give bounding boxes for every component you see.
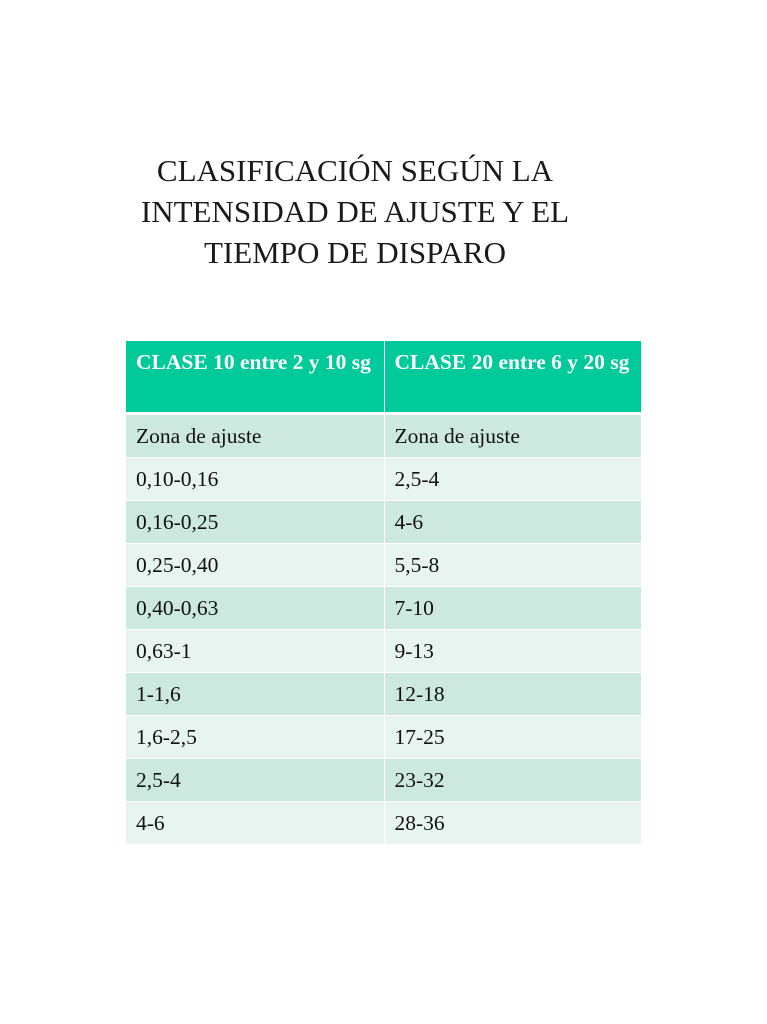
table-cell: 4-6 <box>384 501 641 544</box>
classification-table <box>126 341 641 844</box>
table-cell: 23-32 <box>384 759 641 802</box>
table-cell: 7-10 <box>384 587 641 630</box>
table-cell: 0,40-0,63 <box>126 587 384 630</box>
table-row <box>126 501 641 544</box>
table-row <box>126 673 641 716</box>
table-row <box>126 759 641 802</box>
table-row <box>126 544 641 587</box>
table-header-row <box>126 341 641 414</box>
table-cell: 0,25-0,40 <box>126 544 384 587</box>
title-line-3: TIEMPO DE DISPARO <box>203 235 506 270</box>
table-cell: 0,63-1 <box>126 630 384 673</box>
table-cell: 12-18 <box>384 673 641 716</box>
table-row <box>126 587 641 630</box>
table-cell: 28-36 <box>384 802 641 845</box>
table-cell: 4-6 <box>126 802 384 845</box>
title-line-2: INTENSIDAD DE AJUSTE Y EL <box>140 194 570 229</box>
table-row <box>126 802 641 845</box>
table-cell: 1-1,6 <box>126 673 384 716</box>
table-row <box>126 414 641 458</box>
table-row <box>126 716 641 759</box>
table-cell: 5,5-8 <box>384 544 641 587</box>
table-cell: Zona de ajuste <box>126 414 384 458</box>
table-cell: 0,16-0,25 <box>126 501 384 544</box>
table-cell: Zona de ajuste <box>384 414 641 458</box>
slide-title <box>60 150 650 273</box>
title-line-1: CLASIFICACIÓN SEGÚN LA <box>156 153 554 188</box>
header-clase-10: CLASE 10 entre 2 y 10 sg <box>126 341 384 414</box>
table-cell: 2,5-4 <box>384 458 641 501</box>
table-cell: 17-25 <box>384 716 641 759</box>
table-row <box>126 630 641 673</box>
table-cell: 1,6-2,5 <box>126 716 384 759</box>
table-cell: 2,5-4 <box>126 759 384 802</box>
table-cell: 0,10-0,16 <box>126 458 384 501</box>
table-row <box>126 458 641 501</box>
table-cell: 9-13 <box>384 630 641 673</box>
header-clase-20: CLASE 20 entre 6 y 20 sg <box>384 341 641 414</box>
